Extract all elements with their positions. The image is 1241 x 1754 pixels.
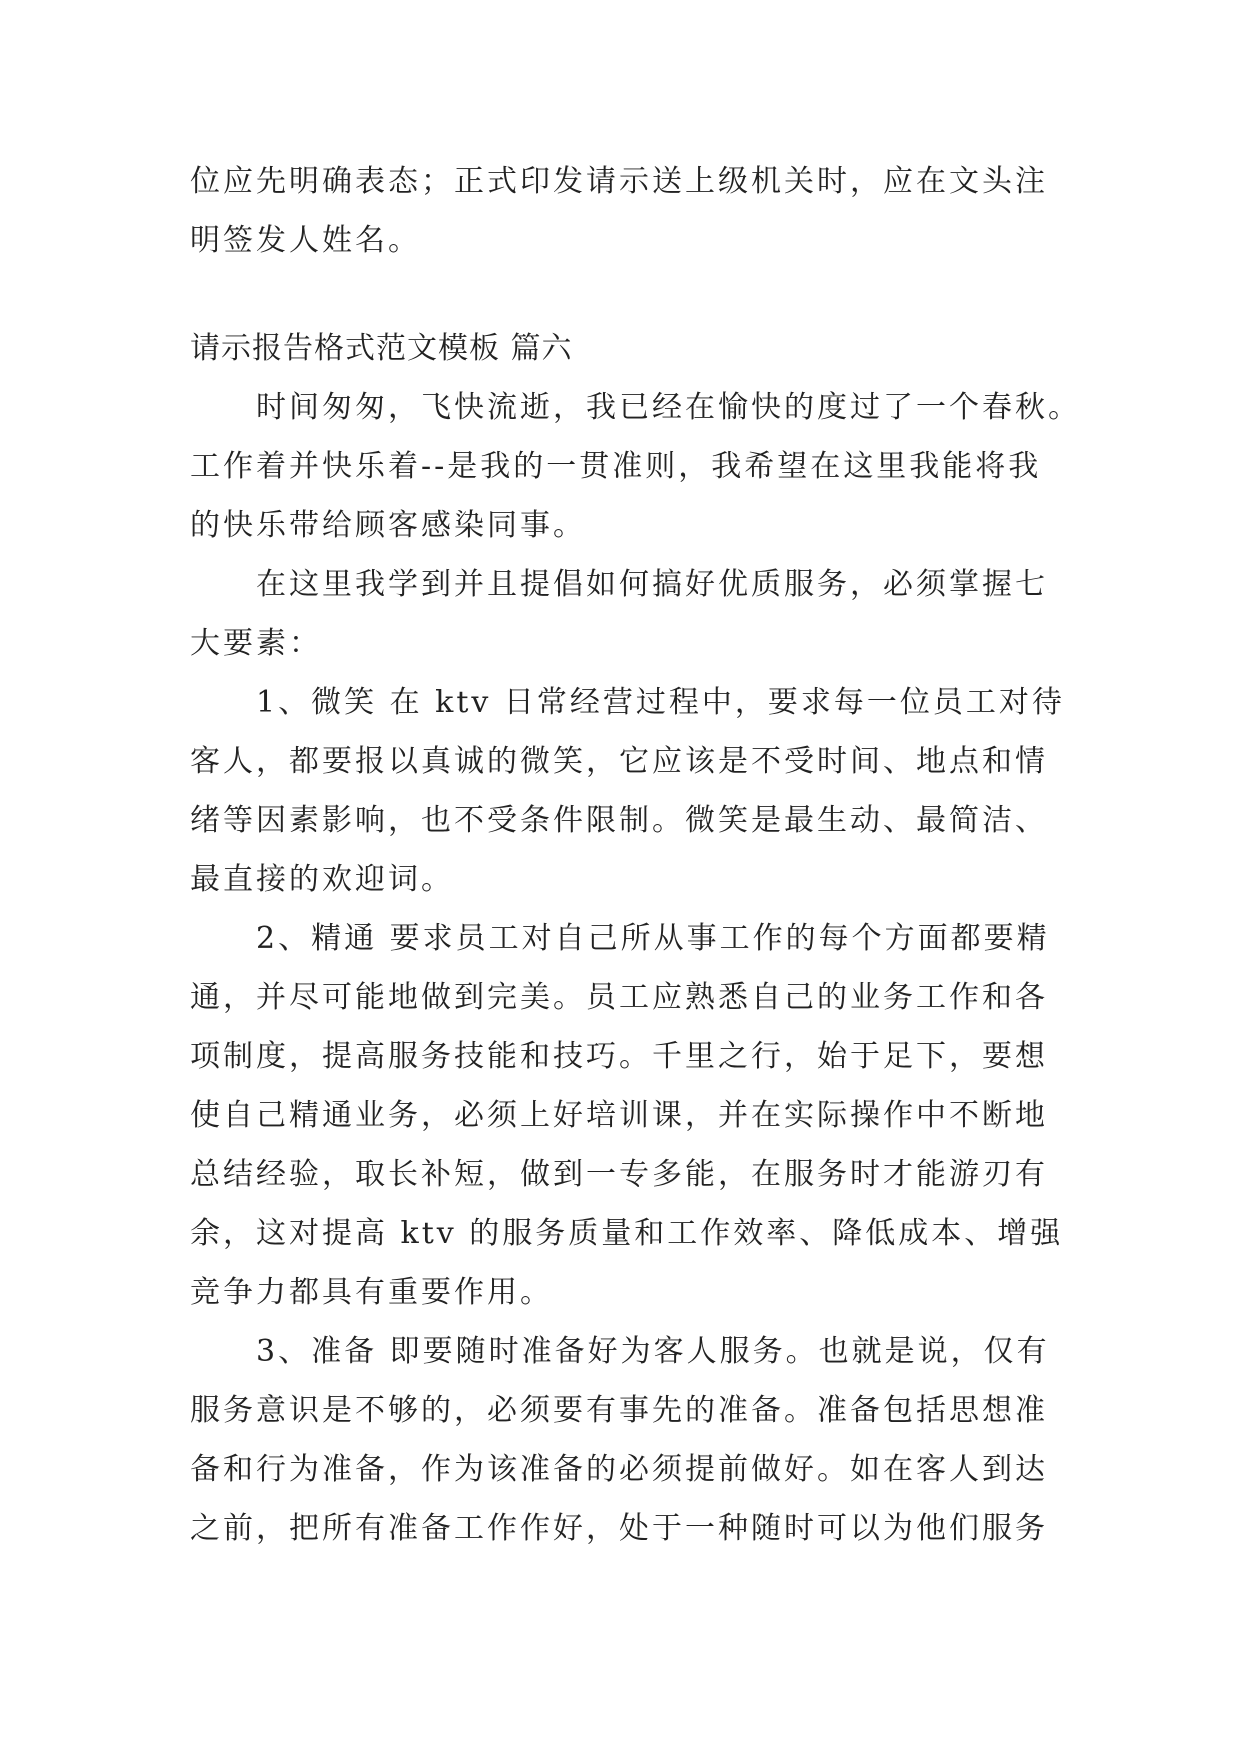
document-body <box>190 152 1081 1558</box>
intro-line: 位应先明确表态；正式印发请示送上级机关时，应在文头注 <box>190 164 1048 199</box>
paragraph-line: 通，并尽可能地做到完美。员工应熟悉自己的业务工作和各 <box>190 980 1048 1015</box>
paragraph-line: 备和行为准备，作为该准备的必须提前做好。如在客人到达 <box>190 1452 1048 1487</box>
paragraph-line: 竞争力都具有重要作用。 <box>190 1275 553 1310</box>
paragraph-line: 项制度，提高服务技能和技巧。千里之行，始于足下，要想 <box>190 1039 1048 1074</box>
paragraph-line: 工作着并快乐着--是我的一贯准则，我希望在这里我能将我 <box>190 449 1042 484</box>
paragraph <box>190 909 1064 1322</box>
paragraph-line: 之前，把所有准备工作作好，处于一种随时可以为他们服务 <box>190 1511 1048 1546</box>
paragraph-line: 大要素： <box>190 626 322 661</box>
paragraph-line: 服务意识是不够的，必须要有事先的准备。准备包括思想准 <box>190 1393 1048 1428</box>
paragraph-line: 时间匆匆，飞快流逝，我已经在愉快的度过了一个春秋。 <box>256 390 1081 425</box>
paragraph-line: 3、准备 即要随时准备好为客人服务。也就是说，仅有 <box>256 1334 1050 1369</box>
paragraph-line: 1、微笑 在 ktv 日常经营过程中，要求每一位员工对待 <box>256 685 1065 720</box>
section-gap <box>190 270 1060 319</box>
paragraph-line: 最直接的欢迎词。 <box>190 862 454 897</box>
paragraph-line: 的快乐带给顾客感染同事。 <box>190 508 586 543</box>
paragraph-line: 总结经验，取长补短，做到一专多能，在服务时才能游刃有 <box>190 1157 1048 1192</box>
paragraph <box>190 555 1060 673</box>
paragraph-line: 在这里我学到并且提倡如何搞好优质服务，必须掌握七 <box>256 567 1048 602</box>
paragraph-line: 使自己精通业务，必须上好培训课，并在实际操作中不断地 <box>190 1098 1048 1133</box>
paragraph-line: 绪等因素影响，也不受条件限制。微笑是最生动、最简洁、 <box>190 803 1048 838</box>
paragraph <box>190 378 1081 555</box>
paragraph <box>190 673 1065 909</box>
paragraph-line: 2、精通 要求员工对自己所从事工作的每个方面都要精 <box>256 921 1050 956</box>
section-heading: 请示报告格式范文模板 篇六 <box>190 331 573 366</box>
paragraph-line: 客人，都要报以真诚的微笑，它应该是不受时间、地点和情 <box>190 744 1048 779</box>
intro-line: 明签发人姓名。 <box>190 223 421 258</box>
paragraph-line: 余，这对提高 ktv 的服务质量和工作效率、降低成本、增强 <box>190 1216 1064 1251</box>
paragraph <box>190 1322 1060 1558</box>
